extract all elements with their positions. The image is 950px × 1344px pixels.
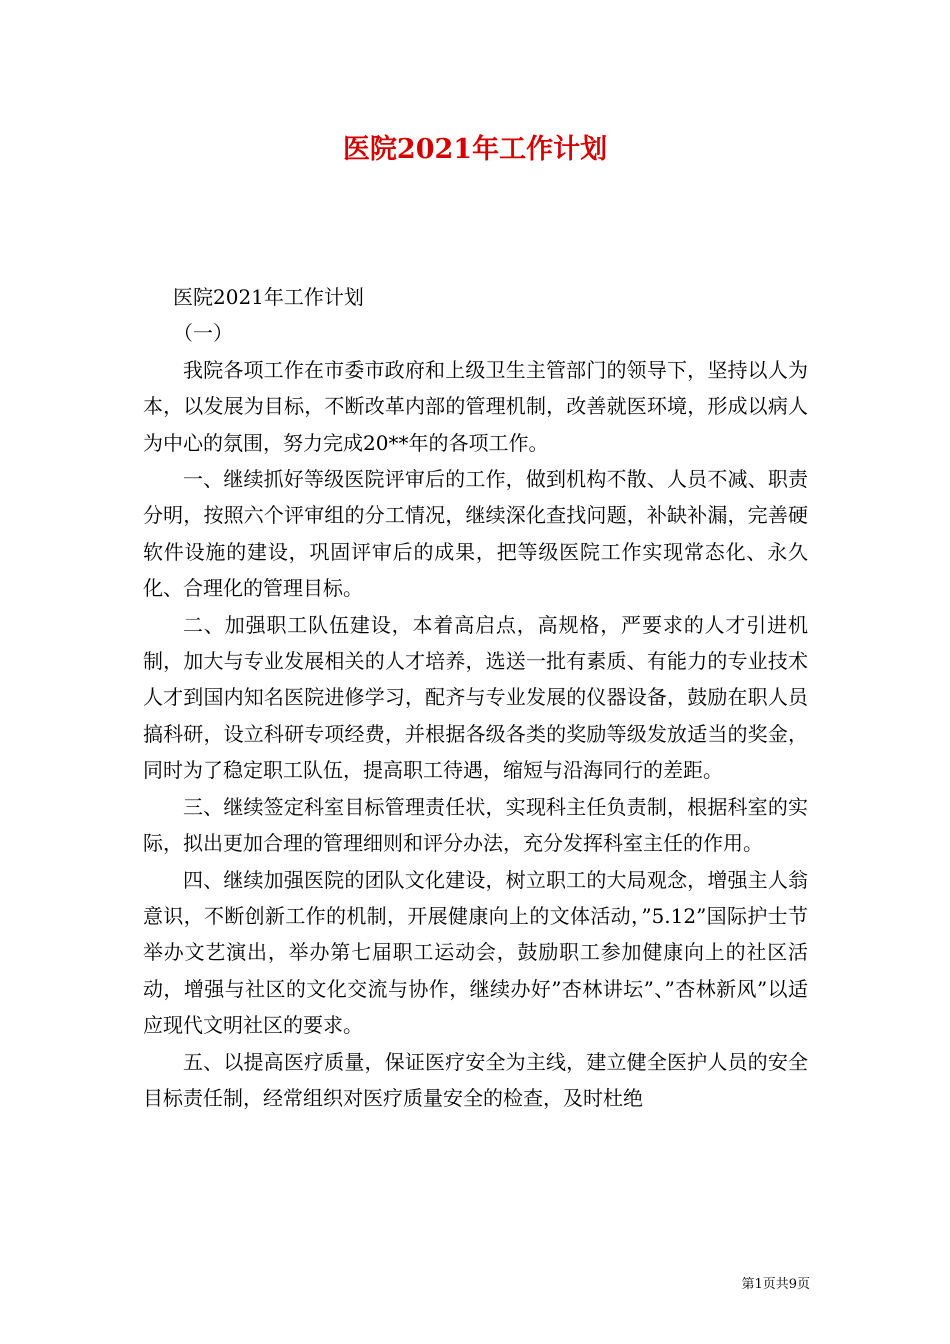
paragraph-item-2: 二、加强职工队伍建设，本着高启点，高规格，严要求的人才引进机制，加大与专业发展相关的人才培养，选送一批有素质、有能力的专业技术人才到国内知名医院进修学习，配齐与专业发展的仪器设备，鼓励在职人员搞科研，设立科研专项经费，并根据各级各类的奖励等级发放适当的奖金，同时为了稳定职工队伍，提高职工待遇，缩短与沿海同行的差距。 [143, 612, 808, 783]
page-number: 第1页共9页 [741, 1277, 810, 1292]
paragraph-item-4: 四、继续加强医院的团队文化建设，树立职工的大局观念，增强主人翁意识，不断创新工作的机制，开展健康向上的文体活动，”5.12”国际护士节举办文艺演出，举办第七届职工运动会，鼓励职工参加健康向上的社区活动，增强与社区的文化交流与协作，继续办好”杏林讲坛”、”杏林新风”以适应现代文明社区的要求。 [143, 867, 808, 1038]
document-title: 医院2021年工作计划 [342, 134, 608, 165]
paragraph-item-3: 三、继续签定科室目标管理责任状，实现科主任负责制，根据科室的实际，拟出更加合理的管理细则和评分办法，充分发挥科室主任的作用。 [143, 794, 808, 856]
document-subtitle: 医院2021年工作计划 [173, 285, 364, 309]
paragraph-intro: 我院各项工作在市委市政府和上级卫生主管部门的领导下，坚持以人为本，以发展为目标，不断改革内部的管理机制，改善就医环境，形成以病人为中心的氛围，努力完成20**年的各项工作。 [143, 357, 808, 455]
paragraph-item-1: 一、继续抓好等级医院评审后的工作，做到机构不散、人员不减、职责分明，按照六个评审组的分工情况，继续深化查找问题，补缺补漏，完善硬软件设施的建设，巩固评审后的成果，把等级医院工作实现常态化、永久化、合理化的管理目标。 [143, 467, 808, 601]
paragraph-item-5: 五、以提高医疗质量，保证医疗安全为主线，建立健全医护人员的安全目标责任制，经常组织对医疗质量安全的检查，及时杜绝 [143, 1049, 808, 1110]
section-marker: （一） [173, 321, 233, 346]
document-body [143, 279, 808, 1116]
